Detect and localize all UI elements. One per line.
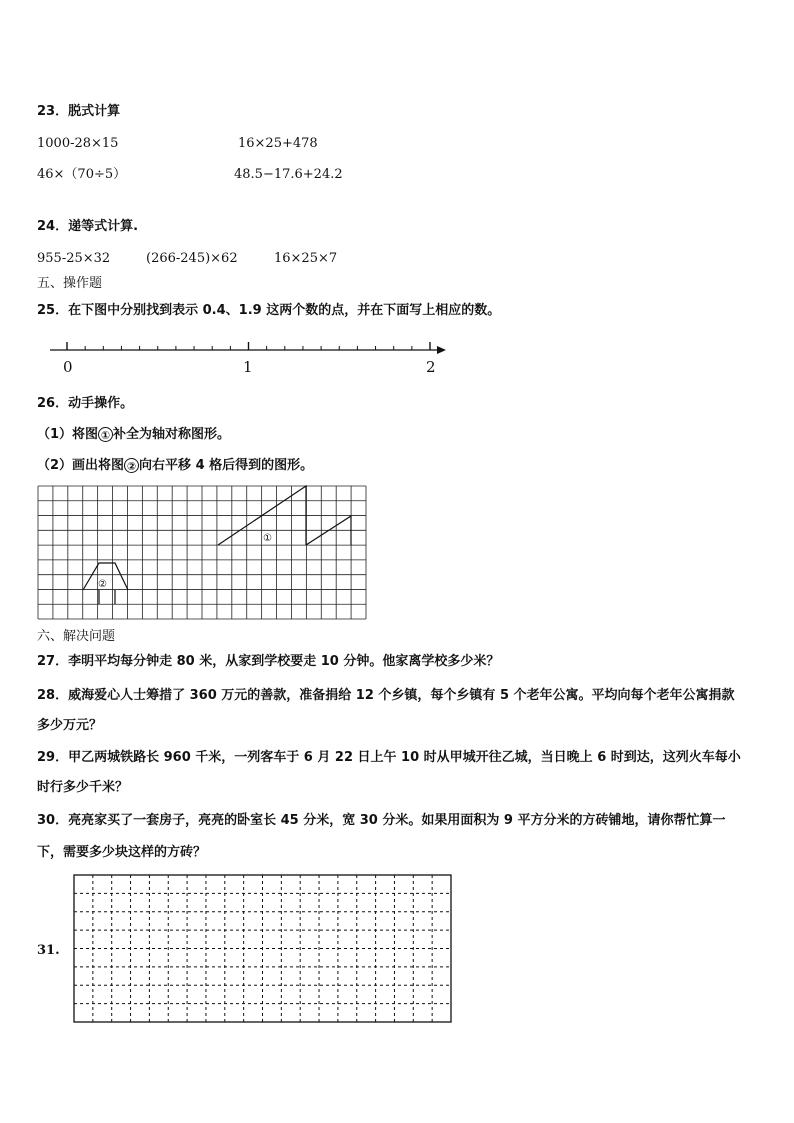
q24-expr-3: 16×25×7 xyxy=(274,251,338,266)
figure-1-small-triangle xyxy=(306,516,351,545)
q25-text: 25．在下图中分别找到表示 0.4、1.9 这两个数的点，并在下面写上相应的数。 xyxy=(37,303,501,318)
figure-1-large-triangle xyxy=(218,486,306,545)
number-line-label-2: 2 xyxy=(426,358,436,376)
q24-expr-2: (266-245)×62 xyxy=(146,251,238,266)
section-6-heading: 六、解决问题 xyxy=(37,629,116,644)
q26-part-1 xyxy=(37,427,230,443)
q24-title: 24．递等式计算. xyxy=(37,219,139,234)
figure-2-mark: ② xyxy=(124,458,139,473)
q30-line-1: 30．亮亮家买了一套房子，亮亮的卧室长 45 分米，宽 30 分米。如果用面积为 9 平方分米的方砖铺地，请你帮忙算一 xyxy=(37,813,726,828)
figure-2-label: ② xyxy=(98,579,107,590)
q23-expr-2: 16×25+478 xyxy=(238,136,318,151)
q26-part2-suffix: 向右平移 4 格后得到的图形。 xyxy=(139,458,314,473)
q23-title: 23．脱式计算 xyxy=(37,104,121,119)
grid-border xyxy=(74,875,451,1022)
figure-1-label: ① xyxy=(263,533,272,544)
q29-line-2: 时行多少千米？ xyxy=(37,780,129,795)
number-line-label-0: 0 xyxy=(63,358,73,376)
q28-line-1: 28．威海爱心人士筹措了 360 万元的善款，准备捐给 12 个乡镇，每个乡镇有 5 个老年公寓。平均向每个老年公寓捐款 xyxy=(37,688,735,703)
q26-title: 26．动手操作。 xyxy=(37,396,134,411)
q29-line-1: 29．甲乙两城铁路长 960 千米，一列客车于 6 月 22 日上午 10 时从甲城开往乙城，当日晚上 6 时到达，这列火车每小 xyxy=(37,750,741,765)
q24-expr-1: 955-25×32 xyxy=(37,251,111,266)
q30-line-2: 下，需要多少块这样的方砖？ xyxy=(37,845,207,860)
q26-part1-prefix: （1）将图 xyxy=(37,427,99,442)
q26-part-2 xyxy=(37,458,313,474)
q23-expr-4: 48.5−17.6+24.2 xyxy=(234,167,343,182)
q31-label: 31. xyxy=(37,943,60,958)
number-line-label-1: 1 xyxy=(243,358,253,376)
q27-text: 27．李明平均每分钟走 80 米，从家到学校要走 10 分钟。他家离学校多少米？ xyxy=(37,654,500,669)
q26-part1-suffix: 补全为轴对称图形。 xyxy=(113,427,231,442)
figure-1-mark: ① xyxy=(98,427,113,442)
section-5-heading: 五、操作题 xyxy=(37,276,103,291)
number-line-arrow xyxy=(437,346,446,354)
q23-expr-1: 1000-28×15 xyxy=(37,136,119,151)
q28-line-2: 多少万元？ xyxy=(37,718,103,733)
q23-expr-3: 46×（70÷5） xyxy=(37,167,127,182)
q26-part2-prefix: （2）画出将图 xyxy=(37,458,125,473)
